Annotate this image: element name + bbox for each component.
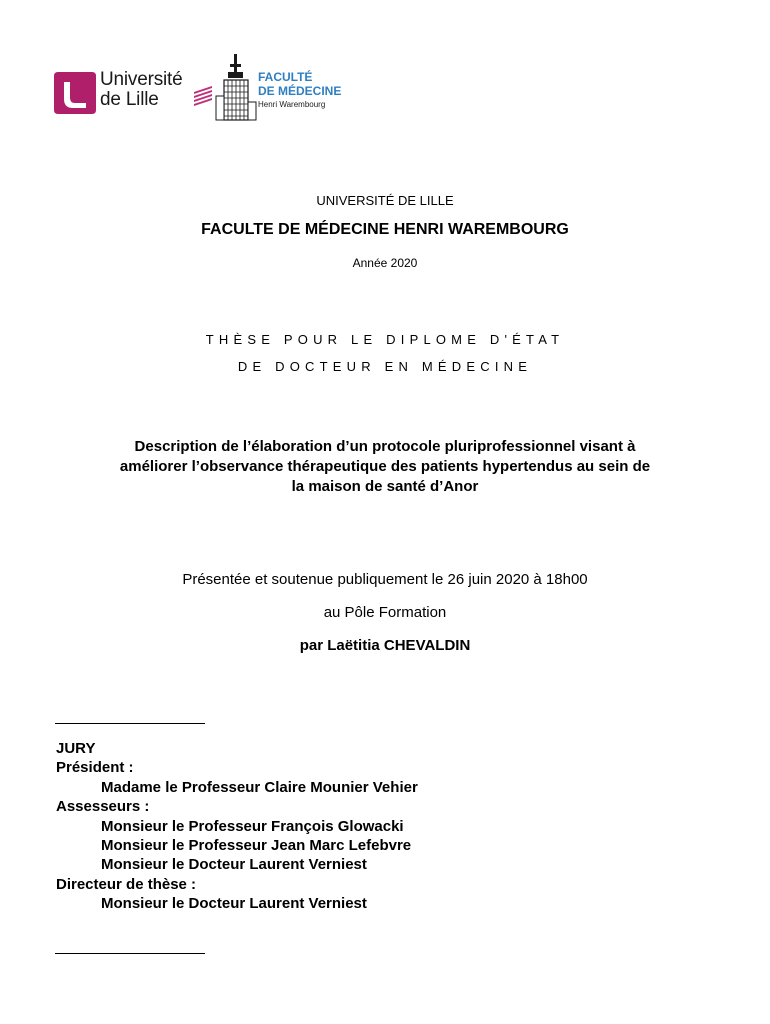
jury-heading: JURY xyxy=(56,740,96,757)
university-name: UNIVERSITÉ DE LILLE xyxy=(316,193,454,208)
defense-location: au Pôle Formation xyxy=(323,604,447,621)
faculty-name: FACULTE DE MÉDECINE HENRI WAREMBOURG xyxy=(201,221,569,238)
universite-de-lille-logo xyxy=(54,70,204,116)
faculte-line: FACULTÉ xyxy=(258,70,313,84)
president-name: Madame le Professeur Claire Mounier Vehier xyxy=(101,778,418,796)
thesis-title-line-2: améliorer l’observance thérapeutique des patients hypertendus au sein de xyxy=(119,458,651,475)
universite-de-lille-wordmark xyxy=(100,70,182,110)
divider-bottom xyxy=(55,953,205,955)
assessor-name: Monsieur le Professeur Jean Marc Lefebvre xyxy=(101,837,412,855)
henri-warembourg-line: Henri Warembourg xyxy=(258,100,326,109)
assessor-name: Monsieur le Docteur Laurent Verniest xyxy=(101,856,367,874)
de-medecine-line: DE MÉDECINE xyxy=(258,84,342,98)
author-name: par Laëtitia CHEVALDIN xyxy=(299,637,471,654)
header-logos xyxy=(50,50,372,124)
thesis-type-line-1: THÈSE POUR LE DIPLOME D'ÉTAT xyxy=(205,332,565,347)
director-name: Monsieur le Docteur Laurent Verniest xyxy=(101,895,367,913)
faculte-medecine-wordmark xyxy=(258,70,341,110)
assessors-label: Assesseurs : xyxy=(56,798,150,816)
divider-top xyxy=(55,723,205,725)
universite-line: Université xyxy=(100,69,183,90)
assessor-name: Monsieur le Professeur François Glowacki xyxy=(101,817,404,835)
thesis-title-line-1: Description de l’élaboration d’un protocole pluriprofessionnel visant à xyxy=(134,438,636,455)
thesis-title-line-3: la maison de santé d’Anor xyxy=(291,478,479,495)
thesis-title xyxy=(40,437,730,497)
president-label: Président : xyxy=(56,759,134,777)
jury-section xyxy=(56,739,418,914)
universite-de-lille-emblem-icon xyxy=(54,70,98,116)
defense-date: Présentée et soutenue publiquement le 26 juin 2020 à 18h00 xyxy=(182,571,588,588)
thesis-type-line-2: DE DOCTEUR EN MÉDECINE xyxy=(237,359,533,374)
faculte-building-emblem-icon xyxy=(192,50,258,124)
director-label: Directeur de thèse : xyxy=(56,875,197,893)
de-lille-line: de Lille xyxy=(100,89,159,110)
faculte-medecine-logo xyxy=(192,50,372,124)
academic-year: Année 2020 xyxy=(352,256,418,270)
